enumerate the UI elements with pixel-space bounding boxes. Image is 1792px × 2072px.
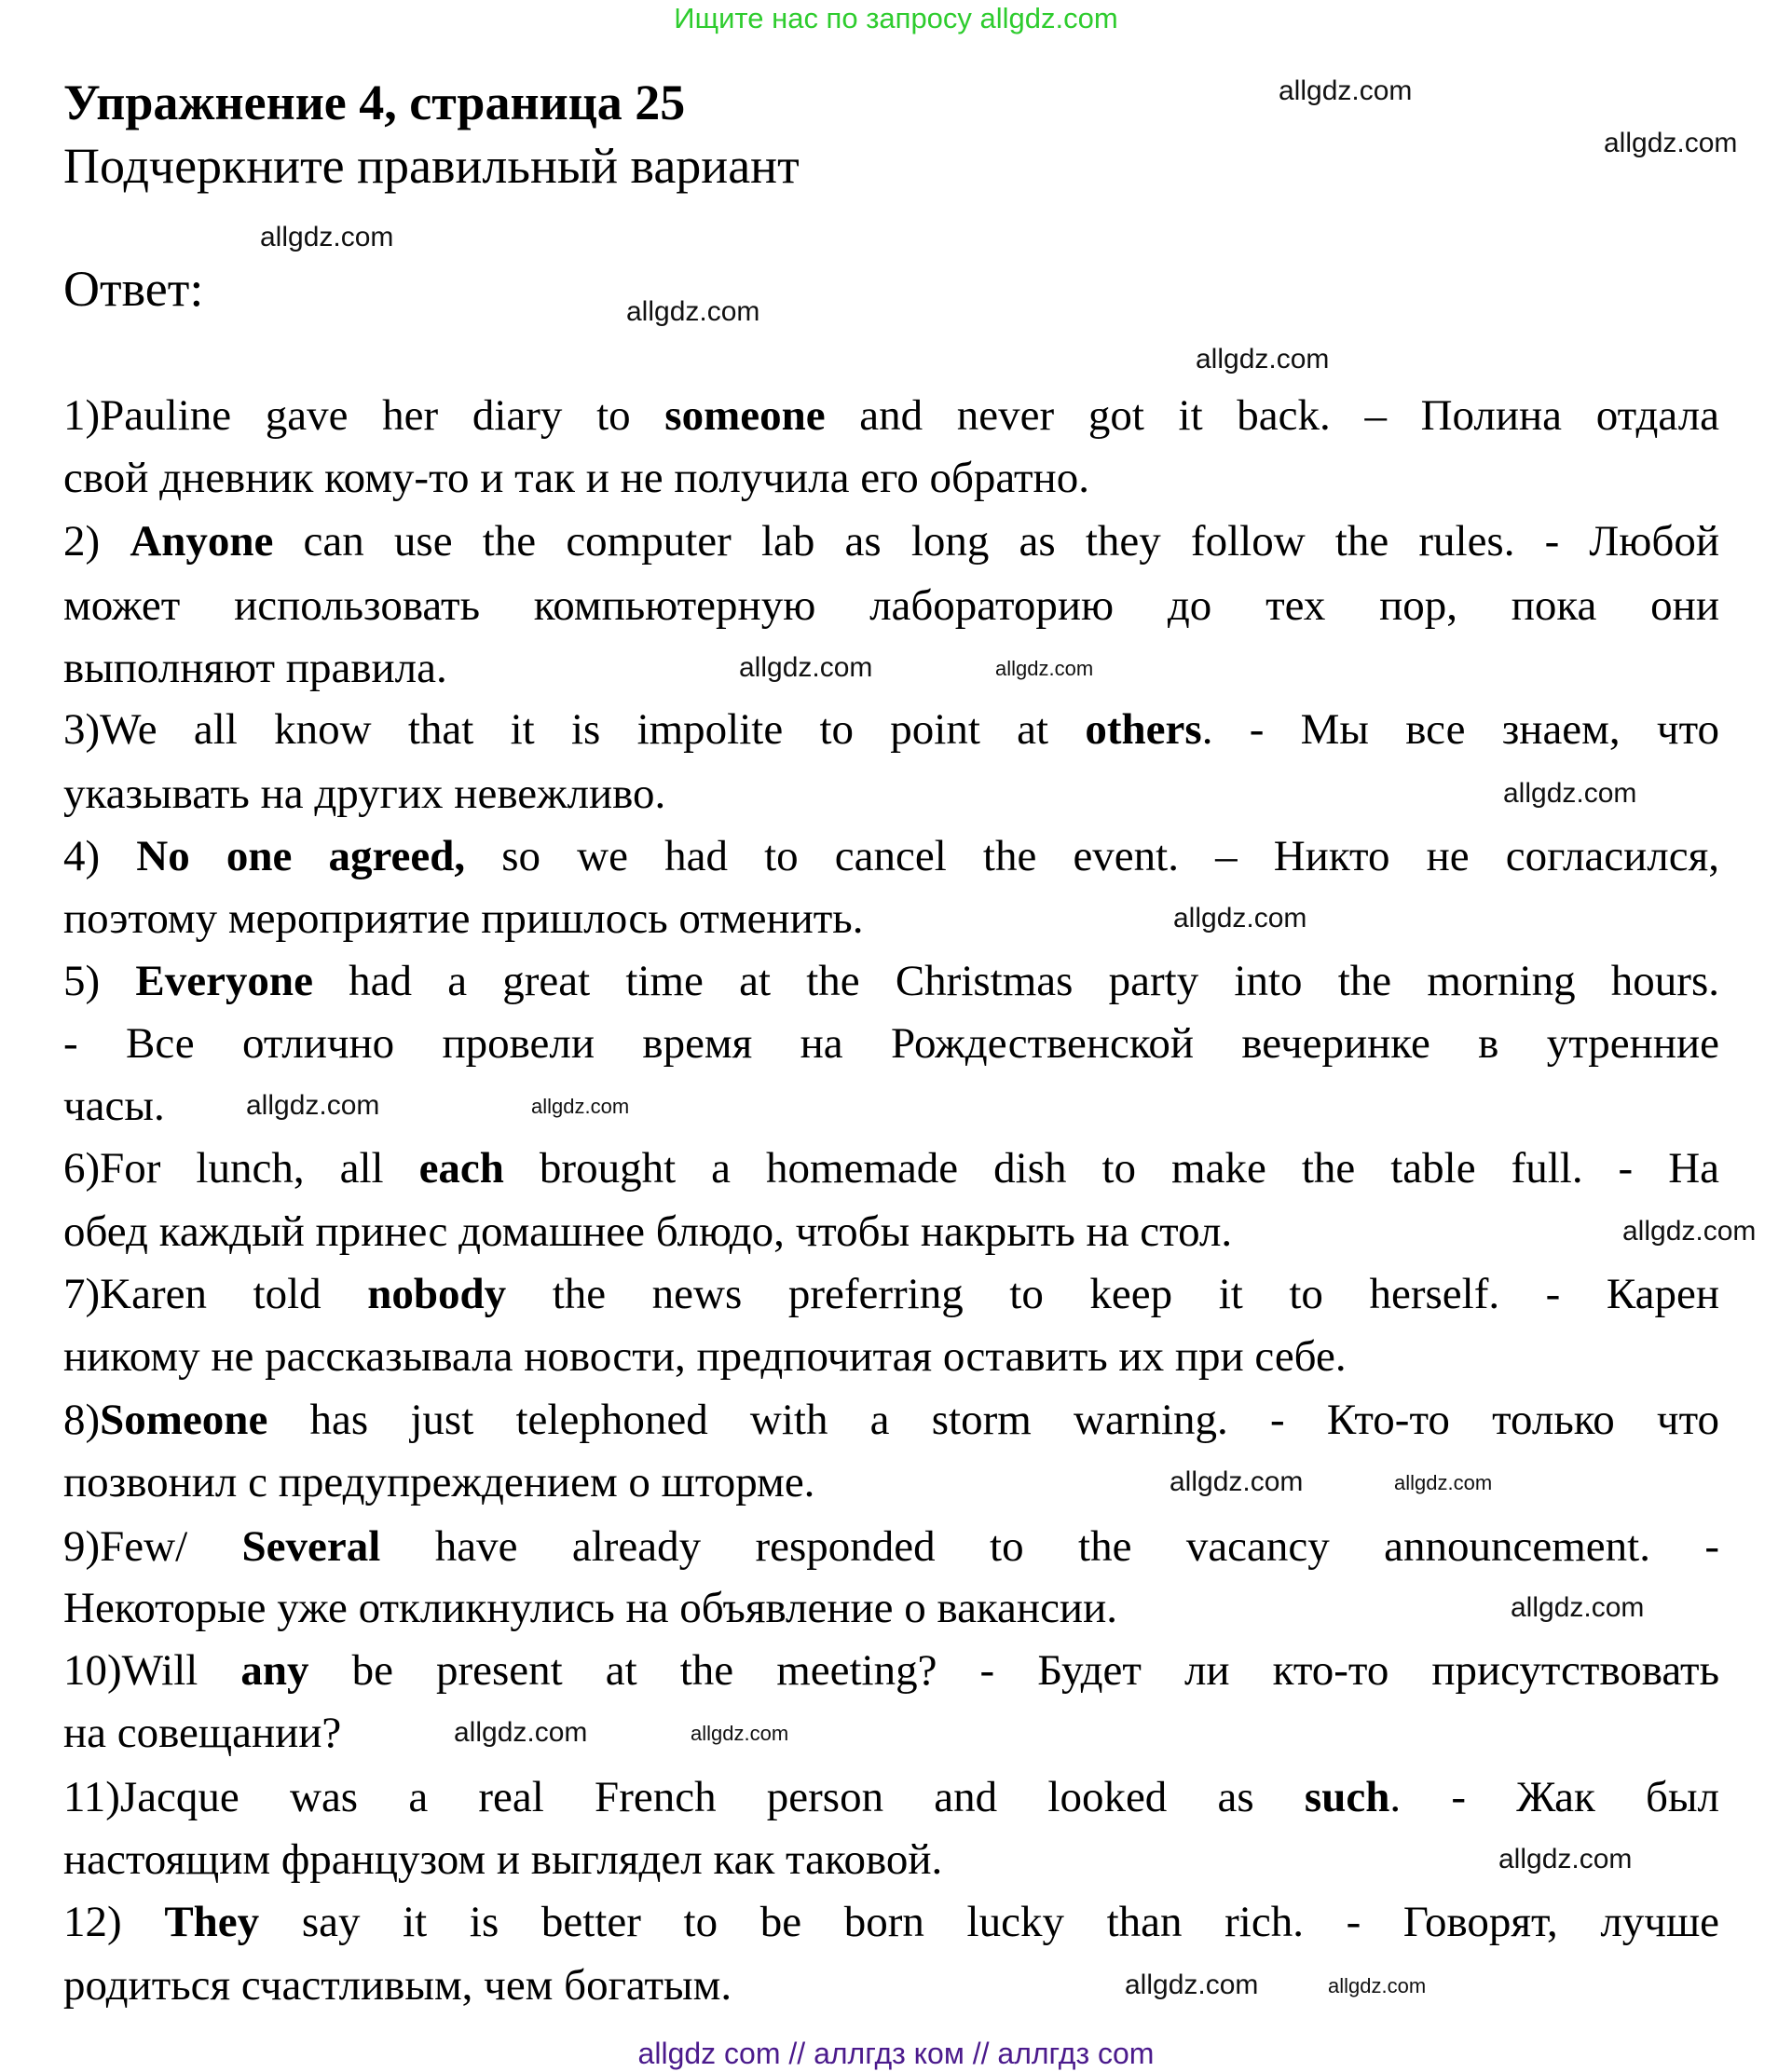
watermark: allgdz.com bbox=[246, 1090, 380, 1121]
answer-line bbox=[63, 513, 1719, 569]
text-segment: and never got it back. – Полина отдала bbox=[825, 391, 1720, 440]
text-segment: позвонил с предупреждением о шторме. bbox=[63, 1458, 815, 1506]
answer-line bbox=[63, 1769, 1719, 1825]
answer-label: Ответ: bbox=[63, 261, 204, 317]
text-segment: поэтому мероприятие пришлось отменить. bbox=[63, 894, 864, 943]
watermark: allgdz.com bbox=[260, 222, 394, 252]
answer-word: such bbox=[1304, 1773, 1390, 1821]
answer-word: Someone bbox=[100, 1396, 268, 1444]
text-segment: 3)We all know that it is impolite to point at bbox=[63, 705, 1086, 754]
answer-line bbox=[63, 640, 1719, 696]
watermark: allgdz.com bbox=[1170, 1466, 1304, 1497]
text-segment: свой дневник кому-то и так и не получила его обратно. bbox=[63, 454, 1089, 502]
text-segment: 7)Karen told bbox=[63, 1270, 368, 1318]
text-segment: 5) bbox=[63, 957, 136, 1005]
answer-line bbox=[63, 1705, 1719, 1761]
answer-line bbox=[63, 1643, 1719, 1698]
watermark: allgdz.com bbox=[1622, 1216, 1757, 1247]
text-segment: can use the computer lab as long as they follow the rules. - Любой bbox=[273, 517, 1719, 566]
text-segment: родиться счастливым, чем богатым. bbox=[63, 1961, 732, 2010]
answer-word: No one agreed, bbox=[136, 832, 466, 880]
answer-line bbox=[63, 953, 1719, 1009]
watermark: allgdz.com bbox=[691, 1722, 789, 1745]
text-segment: 8) bbox=[63, 1396, 101, 1444]
top-banner: Ищите нас по запросу allgdz.com bbox=[674, 2, 1118, 34]
page-title: Упражнение 4, страница 25 bbox=[63, 75, 686, 130]
answer-line bbox=[63, 1832, 1719, 1888]
answer-line bbox=[63, 578, 1719, 634]
text-segment: say it is better to be born lucky than rich. - Говорят, лучше bbox=[259, 1898, 1720, 1946]
answer-line bbox=[63, 1894, 1719, 1950]
answer-word: each bbox=[418, 1144, 504, 1193]
text-segment: настоящим французом и выглядел как таковой. bbox=[63, 1835, 943, 1884]
text-segment: has just telephoned with a storm warning. - Кто-то только что bbox=[267, 1396, 1719, 1444]
answer-line bbox=[63, 1329, 1719, 1384]
text-segment: 6)For lunch, all bbox=[63, 1144, 419, 1193]
answer-line bbox=[63, 1016, 1719, 1071]
answer-line bbox=[63, 1266, 1719, 1322]
answer-word: Anyone bbox=[130, 517, 274, 566]
watermark: allgdz.com bbox=[1328, 1974, 1427, 1997]
answer-line bbox=[63, 766, 1719, 822]
text-segment: указывать на других невежливо. bbox=[63, 770, 666, 818]
answer-line bbox=[63, 702, 1719, 757]
answer-word: Several bbox=[241, 1522, 381, 1571]
watermark: allgdz.com bbox=[1498, 1844, 1633, 1874]
watermark: allgdz.com bbox=[995, 657, 1094, 680]
text-segment: 9)Few/ bbox=[63, 1522, 242, 1571]
text-segment: had a great time at the Christmas party into the morning hours. bbox=[312, 957, 1719, 1005]
answer-line bbox=[63, 1519, 1719, 1574]
answer-word: nobody bbox=[367, 1270, 507, 1318]
text-segment: обед каждый принес домашнее блюдо, чтобы накрыть на стол. bbox=[63, 1207, 1233, 1256]
text-segment: . - Мы все знаем, что bbox=[1201, 705, 1719, 754]
answer-word: others bbox=[1085, 705, 1202, 754]
answer-line bbox=[63, 388, 1719, 443]
text-segment: выполняют правила. bbox=[63, 644, 447, 692]
text-segment: Некоторые уже откликнулись на объявление о вакансии. bbox=[63, 1584, 1117, 1632]
text-segment: the news preferring to keep it to herself. - Карен bbox=[506, 1270, 1719, 1318]
answer-line bbox=[63, 1140, 1719, 1196]
text-segment: 1)Pauline gave her diary to bbox=[63, 391, 665, 440]
watermark: allgdz.com bbox=[531, 1095, 630, 1118]
watermark: allgdz.com bbox=[739, 652, 873, 683]
text-segment: have already responded to the vacancy announcement. - bbox=[380, 1522, 1719, 1571]
answer-line bbox=[63, 450, 1719, 506]
text-segment: никому не рассказывала новости, предпочитая оставить их при себе. bbox=[63, 1332, 1347, 1381]
answer-word: They bbox=[164, 1898, 260, 1946]
text-segment: 4) bbox=[63, 832, 137, 880]
watermark: allgdz.com bbox=[1196, 344, 1330, 375]
answer-line bbox=[63, 1957, 1719, 2013]
text-segment: 10)Will bbox=[63, 1646, 241, 1695]
answer-word: someone bbox=[664, 391, 826, 440]
text-segment: . - Жак был bbox=[1389, 1773, 1719, 1821]
watermark: allgdz.com bbox=[1511, 1592, 1645, 1623]
bottom-banner: allgdz com // аллгдз ком // аллгдз com bbox=[637, 2037, 1155, 2070]
watermark: allgdz.com bbox=[1503, 778, 1637, 809]
answer-line bbox=[63, 1580, 1719, 1636]
text-segment: 12) bbox=[63, 1898, 165, 1946]
answer-line bbox=[63, 1204, 1719, 1260]
text-segment: 11)Jacque was a real French person and looked as bbox=[63, 1773, 1305, 1821]
answer-word: Everyone bbox=[135, 957, 313, 1005]
watermark: allgdz.com bbox=[626, 296, 760, 327]
answer-line bbox=[63, 891, 1719, 947]
watermark: allgdz.com bbox=[1279, 75, 1413, 106]
answer-line bbox=[63, 828, 1719, 884]
watermark: allgdz.com bbox=[1173, 903, 1307, 934]
watermark: allgdz.com bbox=[454, 1717, 588, 1748]
text-segment: на совещании? bbox=[63, 1709, 342, 1757]
text-segment: - Все отлично провели время на Рождественской вечеринке в утренние bbox=[63, 1019, 1719, 1068]
answer-line bbox=[63, 1392, 1719, 1448]
watermark: allgdz.com bbox=[1394, 1471, 1493, 1494]
task-instruction: Подчеркните правильный вариант bbox=[63, 138, 800, 194]
watermark: allgdz.com bbox=[1125, 1970, 1259, 2000]
text-segment: 2) bbox=[63, 517, 130, 566]
text-segment: so we had to cancel the event. – Никто не согласился, bbox=[465, 832, 1719, 880]
text-segment: be present at the meeting? - Будет ли кто-то присутствовать bbox=[308, 1646, 1720, 1695]
text-segment: brought a homemade dish to make the table full. - На bbox=[503, 1144, 1719, 1193]
watermark: allgdz.com bbox=[1604, 128, 1738, 158]
answer-word: any bbox=[240, 1646, 309, 1695]
text-segment: может использовать компьютерную лабораторию до тех пор, пока они bbox=[63, 581, 1719, 630]
text-segment: часы. bbox=[63, 1082, 165, 1130]
